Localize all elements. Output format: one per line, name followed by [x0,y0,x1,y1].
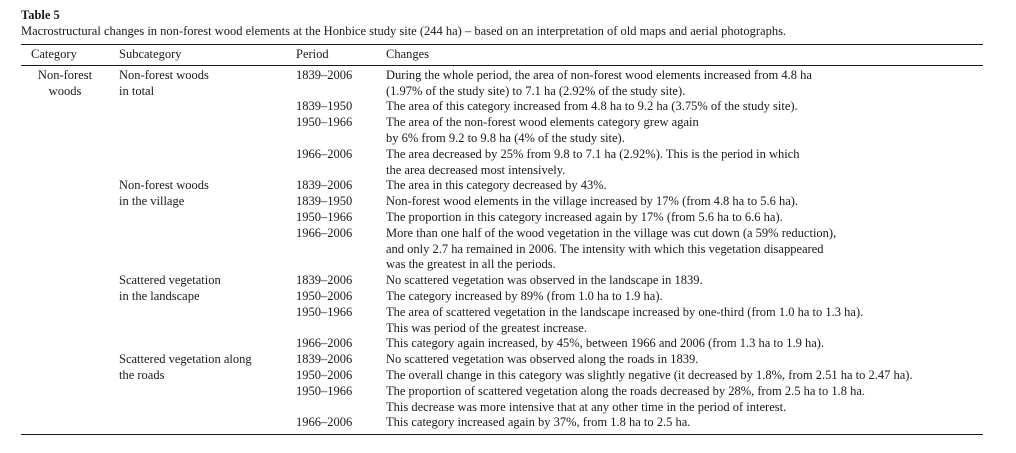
table-row [21,131,983,147]
period-cell [296,321,386,337]
table-row [21,242,983,258]
changes-cell: and only 2.7 ha remained in 2006. The intensity with which this vegetation disappeared [386,241,824,256]
changes-cell: the area decreased most intensively. [386,162,566,177]
category-spacer [21,289,119,305]
subcategory-cell [119,257,296,273]
changes-cell: Non-forest wood elements in the village increased by 17% (from 4.8 ha to 5.6 ha). [386,194,799,209]
changes-cell: The proportion in this category increased again by 17% (from 5.6 ha to 6.6 ha). [386,209,783,224]
category-line-1: Non-forest [37,67,93,82]
subcategory-cell: Scattered vegetation along [119,352,252,367]
changes-cell: (1.97% of the study site) to 7.1 ha (2.92% of the study site). [386,83,686,98]
changes-cell: The area in this category decreased by 43%. [386,178,607,193]
period-cell [296,84,386,100]
period-cell: 1950–2006 [296,288,353,303]
category-spacer [21,210,119,226]
changes-cell: This category increased again by 37%, from 1.8 ha to 2.5 ha. [386,415,691,430]
category-spacer [21,273,119,289]
table-row [21,400,983,416]
table-label: Table 5 [21,8,60,22]
subcategory-cell [119,400,296,416]
category-spacer [21,400,119,416]
changes-cell: The category increased by 89% (from 1.0 ha to 1.9 ha). [386,288,663,303]
period-cell: 1950–1966 [296,209,353,224]
subcategory-cell: Scattered vegetation [119,273,221,288]
category-spacer [21,115,119,131]
header-period: Period [296,47,329,61]
period-cell: 1839–1950 [296,99,353,114]
subcategory-cell: Non-forest woods [119,178,209,193]
table-row [21,415,983,431]
table-row [21,163,983,179]
table-row [21,68,983,84]
table-row [21,273,983,289]
subcategory-cell [119,115,296,131]
subcategory-cell: Non-forest woods [119,67,209,82]
table-row [21,321,983,337]
period-cell [296,163,386,179]
changes-cell: The overall change in this category was slightly negative (it decreased by 1.8%, from 2.51 ha to 2.47 ha). [386,367,913,382]
period-cell: 1839–2006 [296,352,353,367]
table-header-row [21,45,983,65]
category-spacer [21,242,119,258]
subcategory-cell [119,336,296,352]
period-cell: 1950–1966 [296,115,353,130]
period-cell: 1950–2006 [296,367,353,382]
table-row [21,115,983,131]
table-row [21,305,983,321]
changes-cell: No scattered vegetation was observed in the landscape in 1839. [386,273,703,288]
table-row [21,336,983,352]
period-cell: 1966–2006 [296,225,353,240]
subcategory-cell: in the landscape [119,288,200,303]
period-cell: 1950–1966 [296,304,353,319]
changes-cell: This category again increased, by 45%, between 1966 and 2006 (from 1.3 ha to 1.9 ha). [386,336,825,351]
table-container [21,8,983,435]
changes-cell: The area decreased by 25% from 9.8 to 7.1 ha (2.92%). This is the period in which [386,146,800,161]
category-spacer [21,305,119,321]
subcategory-cell: in total [119,83,155,98]
category-spacer [21,368,119,384]
period-cell: 1839–2006 [296,178,353,193]
table-row [21,178,983,194]
subcategory-cell [119,415,296,431]
subcategory-cell [119,305,296,321]
period-cell: 1839–2006 [296,273,353,288]
subcategory-cell [119,99,296,115]
table-body [21,66,983,434]
changes-cell: The area of the non-forest wood elements category grew again [386,115,699,130]
header-changes: Changes [386,47,430,61]
changes-cell: The area of this category increased from 4.8 ha to 9.2 ha (3.75% of the study site). [386,99,798,114]
table-row [21,352,983,368]
changes-cell: More than one half of the wood vegetation in the village was cut down (a 59% reduction), [386,225,837,240]
category-spacer [21,178,119,194]
subcategory-cell [119,147,296,163]
category-spacer [21,257,119,273]
bottom-rule [21,434,983,435]
period-cell: 1966–2006 [296,336,353,351]
changes-cell: by 6% from 9.2 to 9.8 ha (4% of the study site). [386,130,625,145]
subcategory-cell [119,210,296,226]
header-subcategory: Subcategory [119,47,182,61]
changes-cell: was the greatest in all the periods. [386,257,556,272]
table-caption: Macrostructural changes in non-forest wood elements at the Honbice study site (244 ha) – based on an interpretation of old maps and aerial photographs. [21,24,787,38]
period-cell [296,257,386,273]
subcategory-cell [119,242,296,258]
category-spacer [21,99,119,115]
subcategory-cell: in the village [119,194,185,209]
category-spacer [21,163,119,179]
changes-cell: No scattered vegetation was observed along the roads in 1839. [386,352,699,367]
category-spacer [21,415,119,431]
period-cell [296,242,386,258]
changes-cell: This decrease was more intensive that at any other time in the period of interest. [386,399,787,414]
subcategory-cell: the roads [119,367,165,382]
changes-cell: This was period of the greatest increase. [386,320,587,335]
subcategory-cell [119,321,296,337]
period-cell: 1839–1950 [296,194,353,209]
table-row [21,147,983,163]
category-spacer [21,131,119,147]
category-spacer [21,226,119,242]
period-cell: 1966–2006 [296,146,353,161]
period-cell: 1839–2006 [296,67,353,82]
period-cell: 1966–2006 [296,415,353,430]
period-cell [296,400,386,416]
table-row [21,84,983,100]
category-spacer [21,321,119,337]
changes-cell: The area of scattered vegetation in the landscape increased by one-third (from 1.0 ha to 1.3 ha). [386,304,864,319]
period-cell: 1950–1966 [296,383,353,398]
table-row [21,99,983,115]
table-row [21,194,983,210]
category-cell [21,68,109,100]
category-spacer [21,336,119,352]
table-row [21,289,983,305]
table-row [21,368,983,384]
subcategory-cell [119,384,296,400]
subcategory-cell [119,163,296,179]
category-line-2: woods [48,83,82,98]
table-row [21,384,983,400]
category-spacer [21,147,119,163]
table-row [21,226,983,242]
table-row [21,257,983,273]
subcategory-cell [119,131,296,147]
category-spacer [21,384,119,400]
category-spacer [21,194,119,210]
header-category: Category [31,47,77,61]
table-row [21,210,983,226]
period-cell [296,131,386,147]
changes-cell: During the whole period, the area of non-forest wood elements increased from 4.8 ha [386,67,812,82]
subcategory-cell [119,226,296,242]
changes-cell: The proportion of scattered vegetation along the roads decreased by 28%, from 2.5 ha to 1.8 ha. [386,383,866,398]
category-spacer [21,352,119,368]
